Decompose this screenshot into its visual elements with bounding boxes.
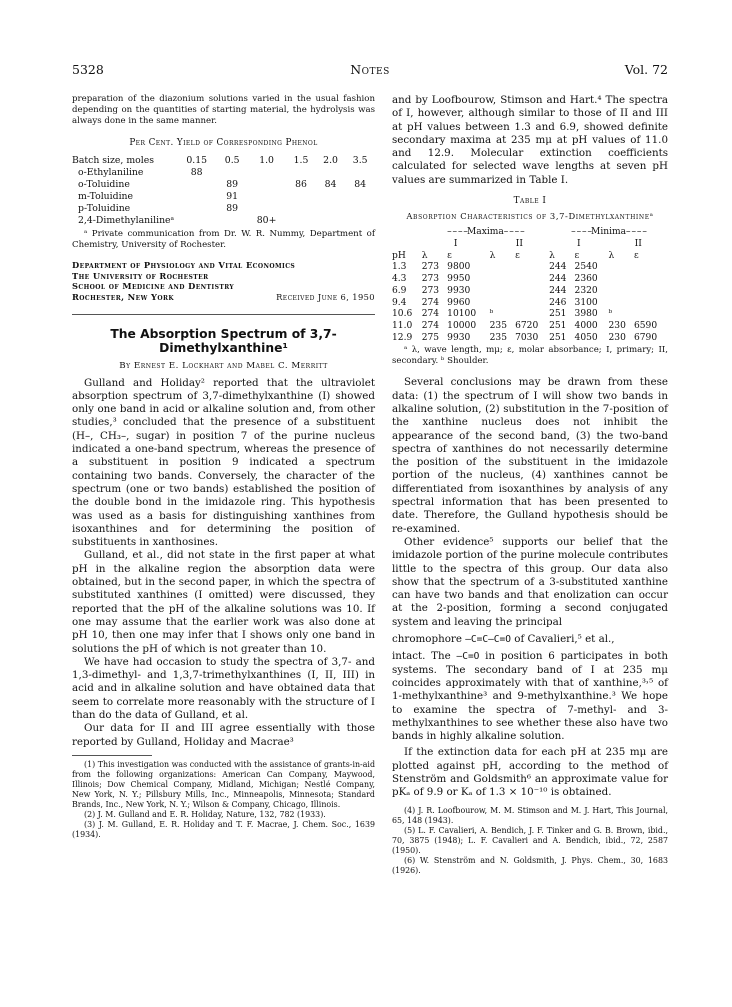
right-column — [392, 94, 668, 876]
footnote: (5) L. F. Cavalieri, A. Bendich, J. F. Tinker and G. B. Brown, ibid., 70, 3875 (1948); L. F. Cavalieri and A. Bendich, ibid., 72, 2587 (1950). — [392, 825, 668, 855]
table-cell — [515, 286, 549, 298]
carbonyl-formula: —C=O — [456, 651, 480, 663]
affiliation-line: School of Medicine and Dentistry — [72, 281, 235, 292]
compound-name: m-Toluidine — [78, 191, 134, 203]
yield-value — [247, 179, 286, 191]
table-cell: 6790 — [633, 332, 658, 343]
yield-value — [286, 167, 316, 179]
yield-value — [316, 203, 346, 215]
left-column — [72, 94, 375, 840]
yield-value — [176, 191, 217, 203]
table-cell: 6590 — [633, 321, 658, 331]
yield-value: 89 — [226, 203, 239, 215]
yield-value — [176, 179, 217, 191]
table-cell: 274 — [421, 297, 440, 308]
yield-table-title: Per Cent. Yield of Corresponding Phenol — [129, 138, 318, 148]
yield-value — [286, 203, 316, 215]
table-row — [392, 298, 668, 310]
byline: By Ernest E. Lockhart and Mabel C. Merritt — [119, 361, 328, 372]
body-paragraph: Other evidence⁵ supports our belief that the imidazole portion of the purine molecule contributes little to the spectra of this group. Our data also show that the spectrum of a 3-substituted xanthine can have two bands and that enolization can occur at the 2-position, forming a second conjugated system and leaving the principal — [392, 535, 668, 628]
volume-number: Vol. 72 — [624, 62, 668, 77]
table-cell: 4.3 — [392, 274, 407, 285]
affiliation-block — [72, 260, 375, 302]
batch-size: 0.5 — [224, 155, 240, 167]
table-cell: 2360 — [574, 274, 598, 285]
yield-value: 91 — [226, 191, 239, 203]
yield-value — [217, 215, 247, 227]
group-label: I — [576, 239, 581, 250]
table-cell: 274 — [421, 309, 440, 320]
table-cell — [515, 274, 549, 286]
affiliation-line: Rochester, New York — [72, 291, 175, 302]
yield-table — [72, 155, 375, 227]
table-cell — [609, 298, 634, 310]
section-divider — [72, 314, 375, 315]
yield-value: 84 — [324, 179, 337, 191]
maxima-header: – – – –Maxima– – – – — [447, 227, 524, 238]
table-cell: 9960 — [447, 297, 471, 308]
column-header: λ — [421, 250, 428, 261]
body-paragraph: Our data for II and III agree essentially with those reported by Gulland, Holiday and Macrae³ — [72, 722, 375, 748]
table-cell — [634, 262, 668, 274]
batch-size: 0.15 — [186, 155, 208, 167]
group-header-row — [392, 227, 668, 239]
group-label: II — [634, 239, 642, 250]
minima-label: Minima — [591, 227, 627, 238]
yield-header-row — [72, 155, 375, 167]
table-row — [392, 286, 668, 298]
table-row — [392, 274, 668, 286]
table-cell: 7030 — [515, 332, 539, 343]
body-paragraph: We have had occasion to study the spectra of 3,7- and 1,3-dimethyl- and 1,3,7-trimethylxanthines (I, II, III) in acid and in alkaline solution and have obtained data that seem to correlate more reasonably with the structure of I than do the data of Gulland, et al. — [72, 655, 375, 722]
table-cell: 230 — [608, 332, 626, 343]
table-cell — [609, 262, 634, 274]
intro-paragraph: preparation of the diazonium solutions varied in the usual fashion depending on the quantities of starting material, the hydrolysis was always done in the same manner. — [72, 94, 375, 126]
table-cell — [609, 286, 634, 298]
body-paragraph — [392, 650, 668, 743]
footnotes — [392, 806, 668, 876]
formula-text: of Cavalieri,⁵ et al., — [514, 633, 615, 646]
group-label: II — [515, 239, 523, 250]
compound-name: o-Ethylaniline — [78, 167, 144, 179]
table-cell: 2540 — [574, 262, 598, 273]
compound-name: 2,4-Dimethylanilineᵃ — [78, 215, 175, 227]
table-cell: 3100 — [574, 297, 598, 308]
minima-header: – – – –Minima– – – – — [571, 227, 646, 238]
formula-text: chromophore — [392, 633, 462, 646]
column-header: ε — [447, 250, 452, 261]
body-text: in position 6 participates in both systems. The secondary band of I at 235 mμ coincides approximately with that of xanthine,³˒⁵ of 1-methylxanthine³ and 9-methylxanthine.³ We hope to examine the spectra of 7-methyl- and 3-methylxanthines to see whether these also have two bands in highly alkaline solution. — [392, 650, 668, 743]
table-cell: ᵇ — [489, 309, 494, 320]
yield-value — [345, 215, 375, 227]
group-label: I — [453, 239, 458, 250]
table-cell: 12.9 — [392, 332, 413, 343]
table-cell: 251 — [549, 332, 567, 343]
absorption-table — [392, 227, 668, 344]
table-row — [392, 262, 668, 274]
body-paragraph: and by Loofbourow, Stimson and Hart.⁴ The spectra of I, however, although similar to those of II and III at pH values between 1.3 and 6.9, showed definite secondary maxima at 235 mμ at pH values of 11.0 and 12.9. Molecular extinction coefficients calculated for selected wave lengths at seven pH values are summarized in Table I. — [392, 94, 668, 186]
yield-footnote: ᵃ Private communication from Dr. W. R. Nummy, Department of Chemistry, University of Rochester. — [72, 229, 375, 251]
table-row — [72, 215, 375, 227]
table-cell: 9930 — [447, 332, 471, 343]
yield-value — [345, 167, 375, 179]
article-title: The Absorption Spectrum of 3,7-Dimethylxanthine¹ — [110, 327, 337, 356]
table-cell — [634, 309, 668, 321]
column-header: ε — [633, 250, 639, 261]
table-cell: 9930 — [447, 285, 471, 296]
affiliation-line: Department of Physiology and Vital Economics — [72, 260, 296, 271]
footnotes — [72, 760, 375, 840]
table-cell: 10100 — [447, 309, 477, 320]
table-cell: 246 — [549, 297, 567, 308]
table-cell — [490, 274, 515, 286]
table-cell: ᵇ — [608, 309, 613, 320]
formula-line — [392, 633, 668, 646]
page-number: 5328 — [72, 62, 104, 77]
body-paragraph: Gulland, et al., did not state in the first paper at what pH in the alkaline region the absorption data were obtained, but in the second paper, in which the spectra of substituted xanthines (I omitted) were discussed, they reported that the pH of the alkaline solutions was 10. If one may assume that the earlier work was also done at pH 10, then one may infer that I shows only one band in solutions the pH of which is not greater than 10. — [72, 549, 375, 655]
table-row — [72, 167, 375, 179]
yield-value — [247, 167, 286, 179]
table-cell: 10000 — [447, 321, 477, 331]
section-title: Notes — [350, 62, 390, 77]
yield-value — [316, 191, 346, 203]
body-paragraph: Several conclusions may be drawn from these data: (1) the spectrum of I will show two bands in alkaline solution, (2) substitution in the 7-position of the xanthine nucleus does not inhibit the appearance of the second band, (3) the two-band spectra of xanthines do not necessarily determine the position of the substituent in the imidazole portion of the nucleus, (4) xanthines cannot be differentiated from isoxanthines by analysis of any spectral information that has been presented to date. Therefore, the Gulland hypothesis should be re-examined. — [392, 376, 668, 535]
yield-value: 80+ — [256, 215, 277, 227]
table-row — [392, 309, 668, 321]
table-cell: 273 — [421, 262, 440, 273]
yield-value: 89 — [226, 179, 239, 191]
yield-value: 84 — [354, 179, 367, 191]
table-cell: 235 — [489, 332, 507, 343]
table-cell: 244 — [549, 274, 567, 285]
table-row — [72, 179, 375, 191]
table-cell: 4000 — [574, 321, 598, 331]
column-header: pH — [392, 250, 406, 261]
received-date: Received June 6, 1950 — [276, 291, 375, 302]
table-cell: 273 — [421, 285, 440, 296]
table-cell: 235 — [489, 321, 507, 331]
table-cell: 9800 — [447, 262, 471, 273]
table-cell: 6720 — [515, 321, 539, 331]
subgroup-header-row — [392, 239, 668, 251]
column-header: λ — [489, 250, 496, 261]
table-row — [392, 321, 668, 333]
column-header: ε — [515, 250, 520, 261]
table-cell: 275 — [421, 332, 440, 343]
yield-value: 88 — [190, 167, 203, 179]
column-header-row — [392, 251, 668, 263]
body-paragraph: If the extinction data for each pH at 235 mμ are plotted against pH, according to the method of Stenström and Goldsmith⁶ an approximate value for pKₐ of 9.9 or Kₐ of 1.3 × 10⁻¹⁰ is obtained. — [392, 746, 668, 799]
table-cell — [515, 298, 549, 310]
table-cell: 230 — [608, 321, 626, 331]
table-cell — [490, 286, 515, 298]
affiliation-line: The University of Rochester — [72, 270, 209, 281]
table-cell: 2320 — [574, 285, 598, 296]
yield-value — [286, 215, 316, 227]
table-row — [392, 333, 668, 345]
yield-value — [316, 167, 346, 179]
table-cell: 3980 — [574, 309, 598, 320]
table-cell — [609, 274, 634, 286]
body-text: intact. The — [392, 650, 451, 663]
running-header — [72, 62, 668, 82]
table-cell: 9.4 — [392, 297, 407, 308]
body-paragraph: Gulland and Holiday² reported that the ultraviolet absorption spectrum of 3,7-dimethylxanthine (I) showed only one band in acid or alkaline solution and, from other studies,³ concluded that the presence of a substituent (H–, CH₃–, sugar) in position 7 of the purine nucleus indicated a one-band spectrum, whereas the presence of a substituent in position 9 indicated a spectrum containing two bands. Conversely, the character of the spectrum (one or two bands) established the position of the double bond in the imidazole ring. This hypothesis was used as a basis for distinguishing xanthines from isoxanthines and for determining the position of substituents in xanthosines. — [72, 376, 375, 549]
footnote: (4) J. R. Loofbourow, M. M. Stimson and M. J. Hart, This Journal, 65, 148 (1943). — [392, 805, 668, 825]
footnote-rule — [72, 755, 152, 756]
yield-value — [345, 191, 375, 203]
table-cell — [515, 309, 549, 321]
footnote: (1) This investigation was conducted with the assistance of grants-in-aid from the following organizations: American Can Company, Maywood, Illinois; Dow Chemical Company, Midland, Michigan; Nestlé Company, New York, N. Y.; Pillsbury Mills, Inc., Minneapolis, Minnesota; Standard Brands, Inc., New York, N. Y.; Wilson & Company, Chicago, Illinois. — [72, 759, 375, 809]
footnote: (2) J. M. Gulland and E. R. Holiday, Nature, 132, 782 (1933). — [84, 809, 326, 819]
table-cell — [634, 274, 668, 286]
yield-value — [247, 191, 286, 203]
batch-size: 1.0 — [259, 155, 274, 167]
column-header: ε — [574, 250, 580, 261]
table-cell — [634, 298, 668, 310]
table-cell — [490, 262, 515, 274]
compound-name: p-Toluidine — [78, 203, 131, 215]
batch-label: Batch size, moles — [72, 155, 154, 167]
yield-value — [176, 215, 217, 227]
affiliation-last-row — [72, 292, 375, 303]
table-cell — [515, 262, 549, 274]
table-row — [72, 191, 375, 203]
yield-value — [217, 167, 247, 179]
yield-value — [345, 203, 375, 215]
chromophore-formula: —C=C—C=O — [465, 634, 511, 646]
table-cell — [634, 286, 668, 298]
maxima-label: Maxima — [466, 227, 504, 238]
table-cell: 251 — [549, 321, 567, 331]
table-cell: 11.0 — [392, 321, 413, 331]
yield-value — [176, 203, 217, 215]
column-header: λ — [608, 250, 615, 261]
table-label: Table I — [513, 196, 547, 207]
yield-value: 86 — [295, 179, 307, 191]
yield-value — [247, 203, 286, 215]
batch-size: 2.0 — [323, 155, 338, 167]
yield-value — [316, 215, 346, 227]
table-cell: 274 — [421, 321, 440, 331]
yield-value — [286, 191, 316, 203]
table-cell: 244 — [549, 262, 567, 273]
footnote: (3) J. M. Gulland, E. R. Holiday and T. F. Macrae, J. Chem. Soc., 1639 (1934). — [72, 819, 375, 839]
table-footnote: ᵃ λ, wave length, mμ; ε, molar absorbance; I, primary; II, secondary. ᵇ Shoulder. — [392, 345, 668, 367]
table-cell: 251 — [549, 309, 567, 320]
table-cell: 244 — [549, 285, 567, 296]
table-cell: 273 — [421, 274, 440, 285]
table-caption: Absorption Characteristics of 3,7-Dimethylxanthineᵃ — [406, 211, 654, 222]
table-cell: 10.6 — [392, 309, 413, 320]
batch-size: 1.5 — [293, 155, 309, 167]
table-cell: 6.9 — [392, 285, 407, 296]
table-cell: 4050 — [574, 332, 598, 343]
table-cell — [490, 298, 515, 310]
column-header: λ — [549, 250, 555, 261]
table-cell: 9950 — [447, 274, 471, 285]
table-cell: 1.3 — [392, 262, 407, 273]
table-row — [72, 203, 375, 215]
compound-name: o-Toluidine — [78, 179, 130, 191]
footnote: (6) W. Stenström and N. Goldsmith, J. Phys. Chem., 30, 1683 (1926). — [392, 855, 668, 875]
batch-size: 3.5 — [352, 155, 368, 167]
